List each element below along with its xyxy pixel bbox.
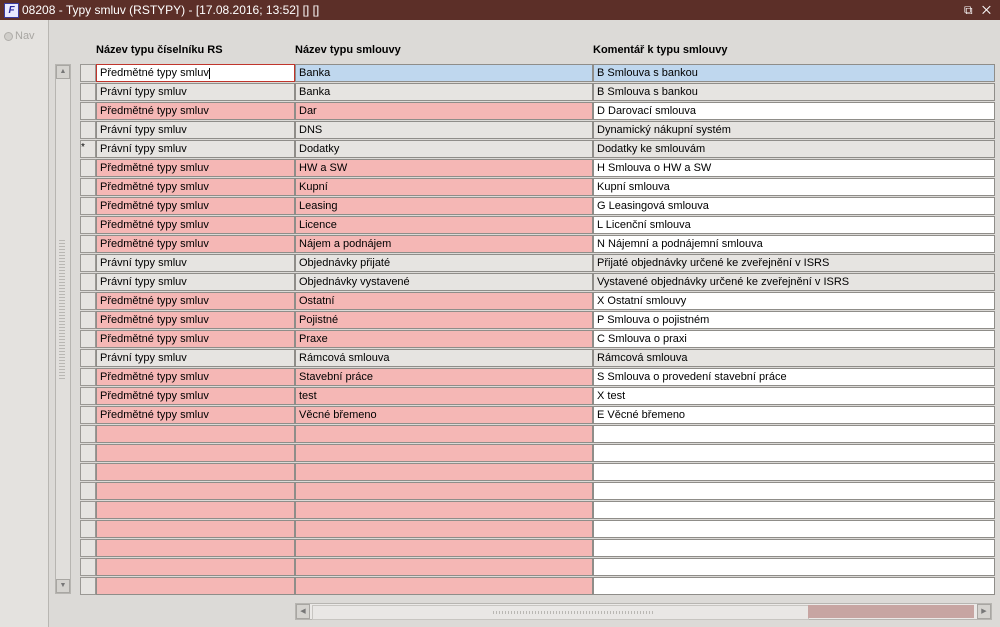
contract-type-field[interactable] xyxy=(295,539,593,557)
type-rs-field[interactable] xyxy=(96,235,295,253)
row-selector[interactable] xyxy=(80,64,96,82)
contract-type-field[interactable]: Ostatní xyxy=(295,292,593,310)
contract-type-field[interactable] xyxy=(295,558,593,576)
type-rs-field[interactable] xyxy=(96,387,295,405)
comment-field[interactable]: E Věcné břemeno xyxy=(593,406,995,424)
type-rs-field[interactable] xyxy=(96,425,295,443)
type-rs-field[interactable] xyxy=(96,197,295,215)
row-selector[interactable] xyxy=(80,539,96,557)
comment-field[interactable]: X Ostatní smlouvy xyxy=(593,292,995,310)
row-selector[interactable] xyxy=(80,235,96,253)
vertical-scrollbar[interactable] xyxy=(55,64,71,594)
type-rs-field[interactable] xyxy=(96,463,295,481)
row-selector[interactable] xyxy=(80,520,96,538)
type-rs-field[interactable] xyxy=(96,501,295,519)
type-rs-field[interactable] xyxy=(96,83,295,101)
type-rs-field[interactable] xyxy=(96,254,295,272)
comment-field[interactable]: Dodatky ke smlouvám xyxy=(593,140,995,158)
type-rs-field[interactable] xyxy=(96,558,295,576)
row-selector[interactable] xyxy=(80,273,96,291)
contract-type-field[interactable] xyxy=(295,520,593,538)
comment-field[interactable]: X test xyxy=(593,387,995,405)
type-rs-field[interactable] xyxy=(96,216,295,234)
comment-field[interactable]: G Leasingová smlouva xyxy=(593,197,995,215)
form-content xyxy=(49,20,1000,627)
type-rs-field[interactable] xyxy=(96,178,295,196)
scroll-grip[interactable] xyxy=(59,240,65,380)
row-selector[interactable] xyxy=(80,292,96,310)
row-selector[interactable] xyxy=(80,83,96,101)
contract-type-field[interactable] xyxy=(295,577,593,595)
contract-type-field[interactable]: HW a SW xyxy=(295,159,593,177)
row-selector[interactable] xyxy=(80,558,96,576)
type-rs-text: Právní typy smluv xyxy=(100,86,187,98)
title-bar xyxy=(0,0,1000,20)
comment-field[interactable] xyxy=(593,463,995,481)
header-comment: Komentář k typu smlouvy xyxy=(593,44,728,56)
comment-field[interactable] xyxy=(593,501,995,519)
header-type-rs: Název typu číselníku RS xyxy=(96,44,223,56)
contract-type-field[interactable]: test xyxy=(295,387,593,405)
comment-field[interactable]: Dynamický nákupní systém xyxy=(593,121,995,139)
contract-type-field[interactable]: Praxe xyxy=(295,330,593,348)
contract-type-field[interactable] xyxy=(295,444,593,462)
contract-type-field[interactable] xyxy=(295,425,593,443)
type-rs-text: Právní typy smluv xyxy=(100,257,187,269)
comment-field[interactable]: Přijaté objednávky určené ke zveřejnění v ISRS xyxy=(593,254,995,272)
row-selector[interactable] xyxy=(80,444,96,462)
type-rs-field[interactable] xyxy=(96,482,295,500)
comment-field[interactable] xyxy=(593,577,995,595)
contract-type-field[interactable]: Objednávky vystavené xyxy=(295,273,593,291)
type-rs-field[interactable] xyxy=(96,349,295,367)
row-selector[interactable] xyxy=(80,330,96,348)
radio-icon xyxy=(4,32,13,41)
type-rs-text: Předmětné typy smluv xyxy=(100,67,209,79)
comment-field[interactable] xyxy=(593,444,995,462)
row-selector[interactable] xyxy=(80,425,96,443)
nav-label: Nav xyxy=(15,30,35,42)
comment-field[interactable]: D Darovací smlouva xyxy=(593,102,995,120)
row-selector[interactable] xyxy=(80,387,96,405)
contract-type-field[interactable]: Dar xyxy=(295,102,593,120)
type-rs-text: Předmětné typy smluv xyxy=(100,181,209,193)
type-rs-text: Právní typy smluv xyxy=(100,143,187,155)
contract-type-field[interactable]: Licence xyxy=(295,216,593,234)
contract-type-field[interactable]: DNS xyxy=(295,121,593,139)
row-selector[interactable] xyxy=(80,368,96,386)
row-selector[interactable] xyxy=(80,216,96,234)
comment-field[interactable]: Kupní smlouva xyxy=(593,178,995,196)
comment-field[interactable]: P Smlouva o pojistném xyxy=(593,311,995,329)
type-rs-field[interactable] xyxy=(96,121,295,139)
type-rs-text: Předmětné typy smluv xyxy=(100,105,209,117)
type-rs-text: Předmětné typy smluv xyxy=(100,219,209,231)
comment-field[interactable]: C Smlouva o praxi xyxy=(593,330,995,348)
row-selector[interactable] xyxy=(80,159,96,177)
row-selector[interactable] xyxy=(80,178,96,196)
left-panel xyxy=(0,20,49,627)
row-selector[interactable] xyxy=(80,349,96,367)
comment-field[interactable] xyxy=(593,425,995,443)
row-selector[interactable] xyxy=(80,254,96,272)
contract-type-field[interactable] xyxy=(295,482,593,500)
scroll-down-icon[interactable]: ▼ xyxy=(56,579,70,593)
row-selector[interactable] xyxy=(80,501,96,519)
contract-type-field[interactable]: Banka xyxy=(295,83,593,101)
row-selector[interactable] xyxy=(80,311,96,329)
type-rs-text: Právní typy smluv xyxy=(100,276,187,288)
type-rs-field[interactable] xyxy=(96,159,295,177)
scroll-right-icon[interactable]: ▶ xyxy=(977,604,991,619)
comment-field[interactable]: Rámcová smlouva xyxy=(593,349,995,367)
comment-field[interactable] xyxy=(593,539,995,557)
contract-type-field[interactable]: Kupní xyxy=(295,178,593,196)
nav-option[interactable] xyxy=(4,30,35,42)
type-rs-text: Předmětné typy smluv xyxy=(100,200,209,212)
row-selector[interactable] xyxy=(80,577,96,595)
type-rs-field[interactable] xyxy=(96,539,295,557)
scroll-up-icon[interactable]: ▲ xyxy=(56,65,70,79)
type-rs-text: Předmětné typy smluv xyxy=(100,238,209,250)
type-rs-field[interactable] xyxy=(96,292,295,310)
type-rs-field[interactable] xyxy=(96,520,295,538)
type-rs-field[interactable] xyxy=(96,444,295,462)
text-cursor xyxy=(209,68,210,79)
comment-field[interactable]: H Smlouva o HW a SW xyxy=(593,159,995,177)
type-rs-field[interactable] xyxy=(96,406,295,424)
type-rs-field[interactable] xyxy=(96,140,295,158)
window-title: 08208 - Typy smluv (RSTYPY) - [17.08.2016; 13:52] [] [] xyxy=(22,3,320,17)
type-rs-field[interactable] xyxy=(96,368,295,386)
type-rs-text: Předmětné typy smluv xyxy=(100,371,209,383)
row-selector[interactable] xyxy=(80,406,96,424)
contract-type-field[interactable]: Objednávky přijaté xyxy=(295,254,593,272)
type-rs-text: Předmětné typy smluv xyxy=(100,162,209,174)
contract-type-field[interactable]: Dodatky xyxy=(295,140,593,158)
comment-field[interactable]: B Smlouva s bankou xyxy=(593,83,995,101)
contract-type-field[interactable]: Banka xyxy=(295,64,593,82)
type-rs-field[interactable] xyxy=(96,311,295,329)
row-selector[interactable] xyxy=(80,463,96,481)
scroll-thumb[interactable] xyxy=(312,605,809,620)
type-rs-field[interactable] xyxy=(96,64,295,82)
contract-type-field[interactable]: Stavební práce xyxy=(295,368,593,386)
scroll-track[interactable] xyxy=(808,605,974,618)
thumb-grip xyxy=(493,611,653,614)
comment-field[interactable]: B Smlouva s bankou xyxy=(593,64,995,82)
comment-field[interactable] xyxy=(593,558,995,576)
contract-type-field[interactable]: Leasing xyxy=(295,197,593,215)
comment-field[interactable]: L Licenční smlouva xyxy=(593,216,995,234)
comment-field[interactable]: S Smlouva o provedení stavební práce xyxy=(593,368,995,386)
contract-type-field[interactable]: Věcné břemeno xyxy=(295,406,593,424)
type-rs-field[interactable] xyxy=(96,102,295,120)
type-rs-field[interactable] xyxy=(96,577,295,595)
type-rs-text: Předmětné typy smluv xyxy=(100,390,209,402)
comment-field[interactable]: Vystavené objednávky určené ke zveřejnění v ISRS xyxy=(593,273,995,291)
contract-type-field[interactable]: Rámcová smlouva xyxy=(295,349,593,367)
type-rs-text: Předmětné typy smluv xyxy=(100,333,209,345)
row-selector[interactable] xyxy=(80,102,96,120)
row-selector[interactable]: * xyxy=(80,140,96,158)
row-selector[interactable] xyxy=(80,121,96,139)
contract-type-field[interactable]: Nájem a podnájem xyxy=(295,235,593,253)
type-rs-text: Předmětné typy smluv xyxy=(100,409,209,421)
horizontal-scrollbar[interactable] xyxy=(295,603,992,620)
type-rs-text: Právní typy smluv xyxy=(100,352,187,364)
contract-type-field[interactable]: Pojistné xyxy=(295,311,593,329)
type-rs-field[interactable] xyxy=(96,273,295,291)
row-selector[interactable] xyxy=(80,197,96,215)
header-contract-type: Název typu smlouvy xyxy=(295,44,401,56)
type-rs-text: Předmětné typy smluv xyxy=(100,314,209,326)
type-rs-text: Předmětné typy smluv xyxy=(100,295,209,307)
comment-field[interactable] xyxy=(593,520,995,538)
comment-field[interactable] xyxy=(593,482,995,500)
contract-type-field[interactable] xyxy=(295,501,593,519)
contract-type-field[interactable] xyxy=(295,463,593,481)
window-controls[interactable]: ⧉ ✕ xyxy=(963,3,994,17)
comment-field[interactable]: N Nájemní a podnájemní smlouva xyxy=(593,235,995,253)
type-rs-field[interactable] xyxy=(96,330,295,348)
app-icon: F xyxy=(4,3,19,18)
type-rs-text: Právní typy smluv xyxy=(100,124,187,136)
scroll-left-icon[interactable]: ◀ xyxy=(296,604,310,619)
row-selector[interactable] xyxy=(80,482,96,500)
